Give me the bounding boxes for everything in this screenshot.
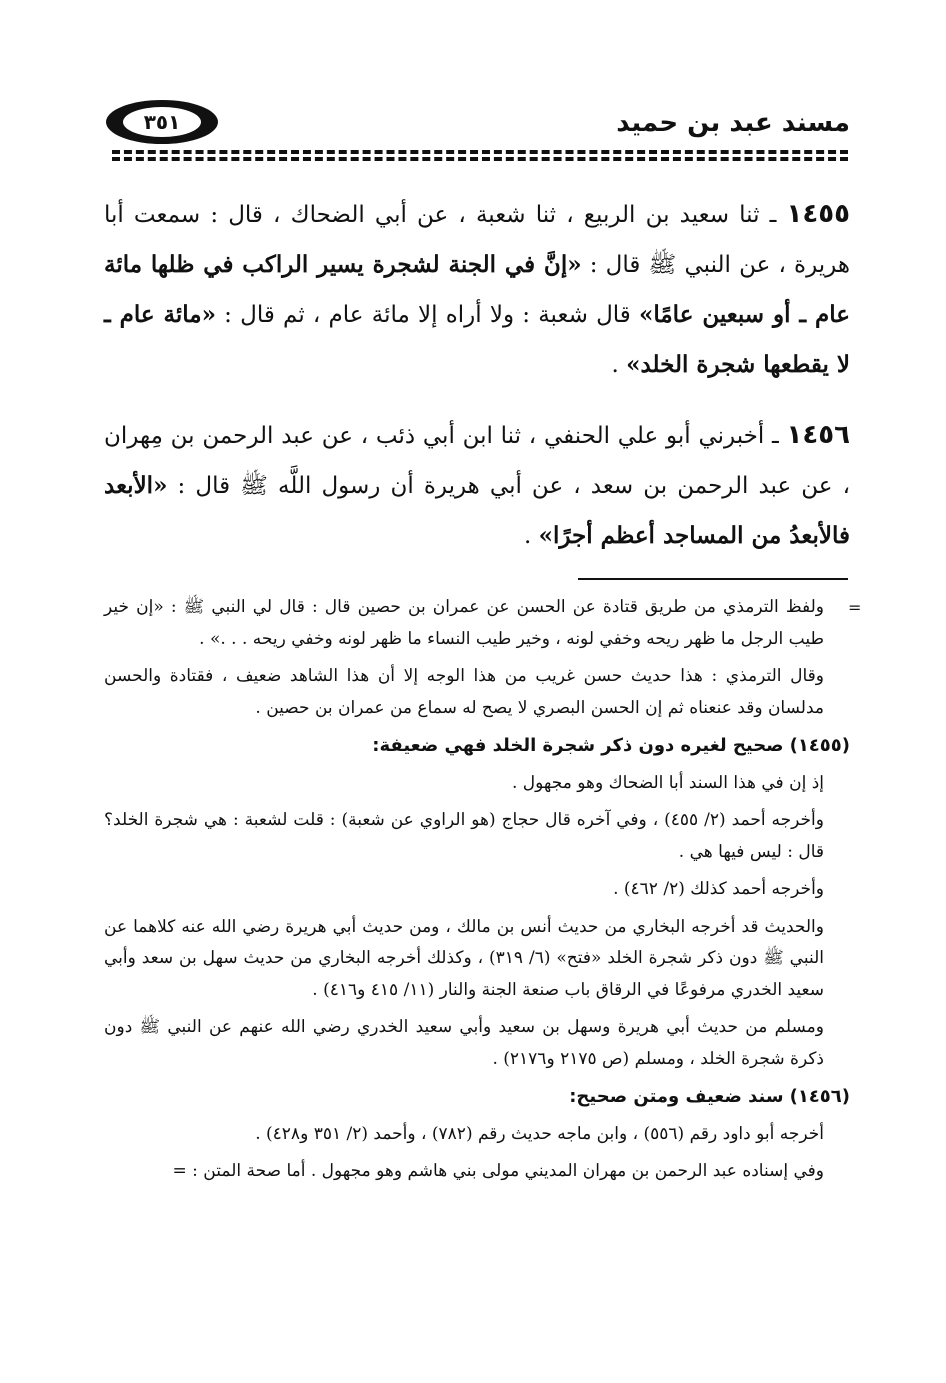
- footnote-paragraph: والحديث قد أخرجه البخاري من حديث أنس بن مالك ، ومن حديث أبي هريرة رضي الله عنه كلاهما عن النبي ﷺ دون ذكر شجرة الخلد «فتح» (٦/ ٣١٩) ، وكذلك أخرجه البخاري من حديث سهل بن سعد وأبي سعيد الخدري مرفوعًا في الرقاق باب صنعة الجنة والنار (١١/ ٤١٥ و٤١٦) .: [104, 916, 824, 1000]
- hadith-1455: [104, 190, 850, 390]
- hadith-number: ١٤٥٥: [786, 199, 850, 229]
- hadith-matn: «إنَّ في الجنة لشجرة يسير الراكب في ظلها مائة عام ـ أو سبعين عامًا»: [104, 251, 850, 328]
- footnote-number: (١٤٥٦): [789, 1086, 850, 1107]
- footnote-paragraph: ولفظ الترمذي من طريق قتادة عن الحسن عن عمران بن حصين قال : قال لي النبي ﷺ : «إن خير طيب الرجل ما ظهر ريحه وخفي لونه ، وخير طيب النساء ما ظهر لونه وخفي ريحه . . .» .: [104, 597, 824, 649]
- footnote-grading: صحيح لغيره دون ذكر شجرة الخلد فهي ضعيفة:: [372, 735, 784, 756]
- header-rule-top: [112, 150, 848, 154]
- hadith-isnad: ـ أخبرني أبو علي الحنفي ، ثنا ابن أبي ذئب ، عن عبد الرحمن بن مِهران ، عن عبد الرحمن بن سعد ، عن أبي هريرة أن رسول اللَّه ﷺ قال :: [104, 423, 850, 499]
- footnote-paragraph: وقال الترمذي : هذا حديث حسن غريب من هذا الوجه إلا أن هذا الشاهد ضعيف ، فقتادة والحسن مدلسان وقد عنعناه ثم إن الحسن البصري لا يصح له سماع من عمران بن حصين .: [104, 666, 824, 718]
- hadith-matn-2: «مائة عام ـ لا يقطعها شجرة الخلد»: [104, 301, 850, 378]
- hadith-end: .: [523, 523, 539, 549]
- footnote-heading-1456: [104, 1081, 850, 1113]
- continuation-marker: =: [848, 598, 862, 617]
- header-rule-bottom: [112, 157, 848, 161]
- hadith-number: ١٤٥٦: [786, 420, 850, 450]
- hadith-1456: [104, 411, 850, 561]
- footnote-paragraph: إذ إن في هذا السند أبا الضحاك وهو مجهول .: [511, 772, 824, 793]
- hadith-isnad: ـ ثنا سعيد بن الربيع ، ثنا شعبة ، عن أبي الضحاك ، قال : سمعت أبا هريرة ، عن النبي ﷺ قال :: [104, 202, 850, 278]
- page-number: ٣٥١: [123, 107, 201, 137]
- footnotes: [104, 592, 850, 1194]
- footnote-heading-1455: [104, 730, 850, 762]
- book-title: مسند عبد بن حميد: [616, 108, 850, 138]
- footnote-grading: سند ضعيف ومتن صحيح:: [569, 1086, 784, 1107]
- footnote-paragraph: أخرجه أبو داود رقم (٥٥٦) ، وابن ماجه حديث رقم (٧٨٢) ، وأحمد (٢/ ٣٥١ و٤٢٨) .: [255, 1123, 824, 1144]
- hadith-narrator-comment: قال شعبة : ولا أراه إلا مائة عام ، ثم قال :: [215, 302, 639, 328]
- hadith-end: .: [611, 352, 627, 378]
- footnote-paragraph: وأخرجه أحمد (٢/ ٤٥٥) ، وفي آخره قال حجاج (هو الراوي عن شعبة) : قلت لشعبة : هي شجرة الخلد؟ قال : ليس فيها هي .: [104, 810, 824, 862]
- hadith-matn: «الأبعد فالأبعدُ من المساجد أعظم أجرًا»: [104, 472, 850, 549]
- page-number-badge: [106, 100, 218, 144]
- footnote-paragraph: ومسلم من حديث أبي هريرة وسهل بن سعيد وأبي سعيد الخدري رضي الله عنهم عن النبي ﷺ دون ذكرة شجرة الخلد ، ومسلم (ص ٢١٧٥ و٢١٧٦) .: [104, 1017, 824, 1069]
- footnote-number: (١٤٥٥): [789, 735, 850, 756]
- footnote-paragraph: وفي إسناده عبد الرحمن بن مهران المديني مولى بني هاشم وهو مجهول . أما صحة المتن : =: [172, 1161, 824, 1181]
- footnote-paragraph: وأخرجه أحمد كذلك (٢/ ٤٦٢) .: [613, 879, 824, 899]
- main-text: [104, 190, 850, 582]
- footnote-separator: [578, 578, 848, 580]
